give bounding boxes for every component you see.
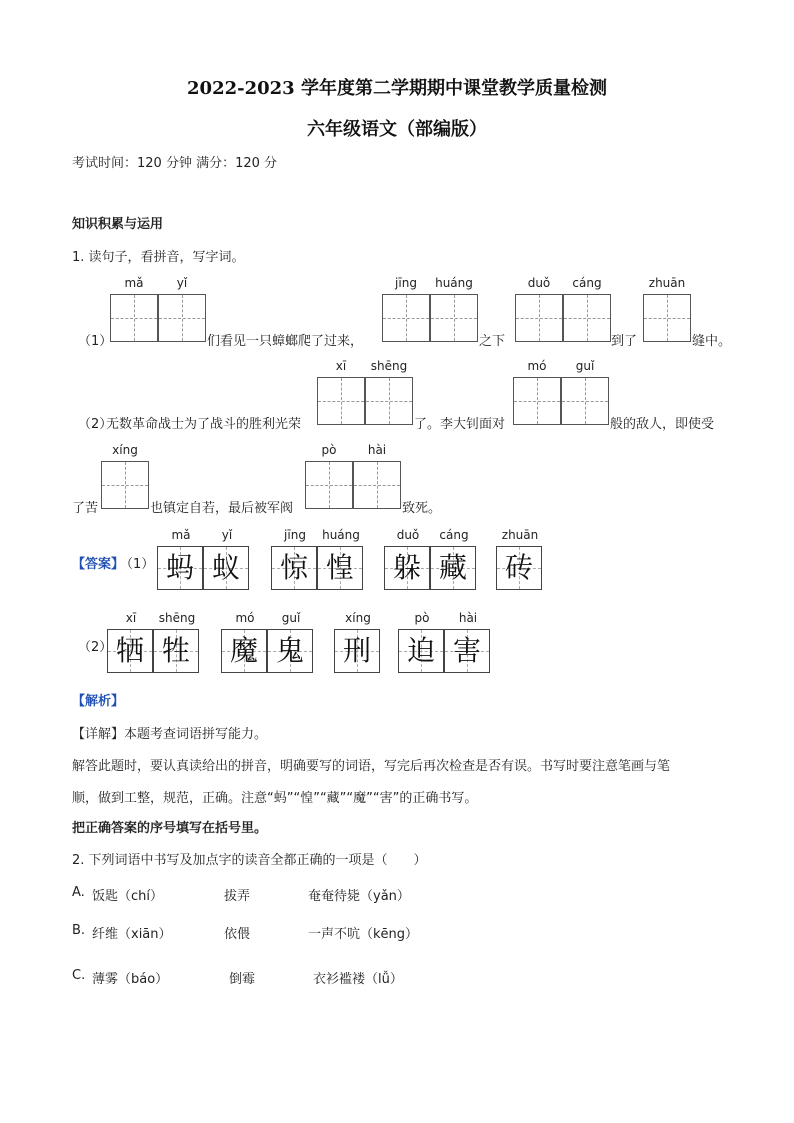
pinyin-zhuan: zhuān — [648, 276, 686, 290]
answer-char-cang: 藏 — [430, 546, 476, 590]
sentence-2-text-a: 无数革命战士为了战斗的胜利光荣 — [106, 417, 302, 432]
exam-info: 考试时间：120 分钟 满分：120 分 — [72, 156, 278, 171]
answer-pinyin-mo: mó — [235, 611, 255, 625]
answer-pinyin-xing: xíng — [345, 611, 371, 625]
answer-pinyin-hai: hài — [458, 611, 478, 625]
answer-box-xisheng-2[interactable] — [365, 377, 413, 425]
answer-pinyin-jing: jīng — [284, 528, 306, 542]
answer-label: 【答案】 — [72, 557, 125, 572]
answer-box-pohai-1[interactable] — [305, 461, 353, 509]
answer-box-mayi-2[interactable] — [158, 294, 206, 342]
option-a-word-3: 奄奄待毙（yǎn） — [308, 889, 410, 904]
answer-char-mo: 魔 — [221, 629, 267, 673]
option-c-word-2: 倒霉 — [229, 972, 256, 987]
answer-pinyin-duo: duǒ — [396, 528, 420, 542]
answer-box-jinghuang-2[interactable] — [430, 294, 478, 342]
answer-box-jinghuang-1[interactable] — [382, 294, 430, 342]
answer-char-hai: 害 — [444, 629, 490, 673]
answer-char-jing: 惊 — [271, 546, 317, 590]
answer-pinyin-ma: mǎ — [171, 528, 191, 542]
pinyin-huang: huáng — [435, 276, 473, 290]
option-b-key[interactable]: B. — [72, 923, 86, 938]
pinyin-hai: hài — [367, 443, 387, 457]
question-2-prompt: 2. 下列词语中书写及加点字的读音全都正确的一项是（ ） — [72, 853, 427, 868]
pinyin-mo: mó — [527, 359, 547, 373]
answer-pinyin-zhuan: zhuān — [501, 528, 539, 542]
sentence-3-text-b: 也镇定自若，最后被军阀 — [150, 501, 294, 516]
section-heading-knowledge: 知识积累与运用 — [72, 217, 164, 232]
sentence-1-text-a: 们看见一只蟑螂爬了过来， — [207, 334, 364, 349]
answer-char-po: 迫 — [398, 629, 444, 673]
answer-pinyin-po: pò — [414, 611, 430, 625]
answer-char-ma: 蚂 — [157, 546, 203, 590]
answer-number-1: （1） — [120, 557, 155, 572]
sentence-1-text-d: 缝中。 — [692, 334, 732, 349]
answer-pinyin-gui: guǐ — [281, 611, 301, 625]
answer-box-duocang-2[interactable] — [563, 294, 611, 342]
sentence-1-number: （1） — [78, 334, 113, 349]
answer-box-mogui-2[interactable] — [561, 377, 609, 425]
pinyin-sheng: shēng — [370, 359, 408, 373]
answer-box-mayi-1[interactable] — [110, 294, 158, 342]
sentence-2-text-c: 般的敌人，即使受 — [610, 417, 715, 432]
answer-pinyin-sheng: shēng — [158, 611, 196, 625]
page-title: 2022-2023 学年度第二学期期中课堂教学质量检测 — [187, 78, 607, 99]
answer-char-xi: 牺 — [107, 629, 153, 673]
answer-char-huang: 惶 — [317, 546, 363, 590]
answer-char-xing: 刑 — [334, 629, 380, 673]
analysis-detail: 【详解】本题考查词语拼写能力。 — [72, 727, 268, 742]
sentence-2-number: （2） — [78, 417, 113, 432]
pinyin-yi: yǐ — [176, 276, 188, 290]
answer-char-gui: 鬼 — [267, 629, 313, 673]
answer-char-sheng: 牲 — [153, 629, 199, 673]
option-a-word-2: 拔弄 — [224, 889, 251, 904]
option-c-key[interactable]: C. — [72, 968, 86, 983]
pinyin-cang: cáng — [572, 276, 602, 290]
option-a-word-1: 饭匙（chí） — [92, 889, 163, 904]
option-b-word-2: 依偎 — [224, 927, 251, 942]
analysis-line-1: 解答此题时，要认真读给出的拼音，明确要写的词语，写完后再次检查是否有误。书写时要注意笔画与笔 — [72, 759, 671, 774]
answer-box-mogui-1[interactable] — [513, 377, 561, 425]
sentence-1-text-c: 到了 — [611, 334, 638, 349]
option-b-word-1: 纤维（xiān） — [92, 927, 172, 942]
sentence-3-text-c: 致死。 — [402, 501, 442, 516]
answer-pinyin-yi: yǐ — [221, 528, 233, 542]
answer-pinyin-xi: xī — [125, 611, 137, 625]
answer-box-xing[interactable] — [101, 461, 149, 509]
answer-pinyin-cang: cáng — [439, 528, 469, 542]
pinyin-xing: xíng — [112, 443, 138, 457]
answer-number-2: （2） — [78, 640, 113, 655]
pinyin-po: pò — [321, 443, 337, 457]
option-b-word-3: 一声不吭（kēng） — [308, 927, 419, 942]
answer-char-zhuan: 砖 — [496, 546, 542, 590]
sentence-2-text-b: 了。李大钊面对 — [414, 417, 506, 432]
answer-box-pohai-2[interactable] — [353, 461, 401, 509]
question-1-prompt: 1. 读句子，看拼音，写字词。 — [72, 250, 245, 265]
pinyin-gui: guǐ — [575, 359, 595, 373]
section-heading-choice: 把正确答案的序号填写在括号里。 — [72, 821, 268, 836]
pinyin-jing: jīng — [395, 276, 417, 290]
answer-box-duocang-1[interactable] — [515, 294, 563, 342]
answer-box-xisheng-1[interactable] — [317, 377, 365, 425]
answer-char-duo: 躲 — [384, 546, 430, 590]
pinyin-ma: mǎ — [124, 276, 144, 290]
analysis-label: 【解析】 — [72, 694, 125, 709]
pinyin-duo: duǒ — [527, 276, 551, 290]
answer-char-yi: 蚁 — [203, 546, 249, 590]
pinyin-xi: xī — [335, 359, 347, 373]
sentence-1-text-b: 之下 — [479, 334, 506, 349]
sentence-3-text-a: 了苦 — [72, 501, 99, 516]
page-subtitle: 六年级语文（部编版） — [307, 119, 487, 140]
analysis-line-2: 顺，做到工整，规范，正确。注意“蚂”“惶”“藏”“魔”“害”的正确书写。 — [72, 791, 478, 806]
option-c-word-1: 薄雾（báo） — [92, 972, 169, 987]
option-a-key[interactable]: A. — [72, 885, 85, 900]
option-c-word-3: 衣衫褴褛（lǚ） — [313, 972, 403, 987]
answer-pinyin-huang: huáng — [322, 528, 360, 542]
answer-box-zhuan[interactable] — [643, 294, 691, 342]
